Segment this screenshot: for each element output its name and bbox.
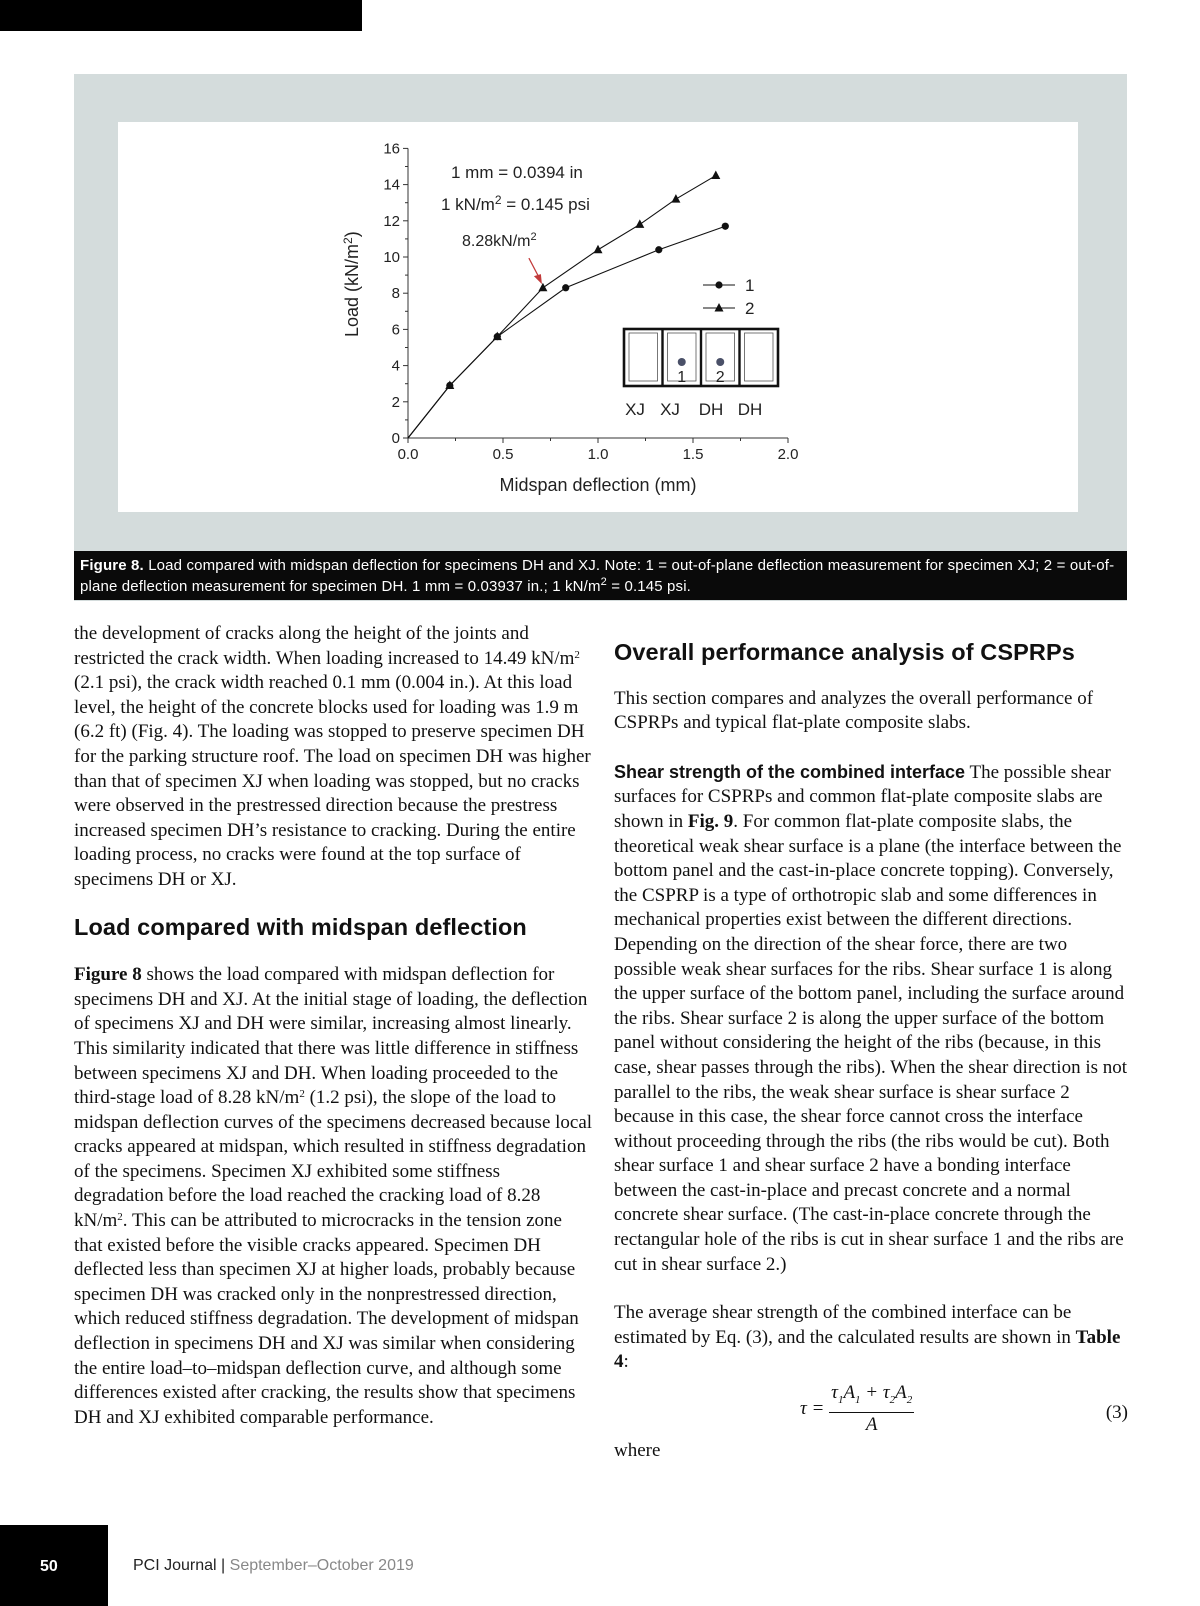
inset-measure-point xyxy=(716,358,724,366)
text-run: The possible shear surfaces for CSPRPs and common flat-plate composite slabs are shown in xyxy=(614,761,1111,832)
crack-arrow-head xyxy=(534,274,542,284)
y-tick-label: 16 xyxy=(383,140,400,158)
caption-text: Load compared with midspan deflection for specimens DH and XJ. Note: 1 = out-of-plane deflection measurement for specimen XJ; 2 = out-of-plane deflection measurement for specimen DH. 1 mm = 0.03937 in.; 1 kN/m xyxy=(80,557,1115,595)
load-deflection-chart xyxy=(118,122,1078,512)
inset-cell-label: XJ xyxy=(660,400,680,419)
left-column xyxy=(74,622,594,1430)
data-point-triangle xyxy=(711,171,720,180)
text-run: . For common flat-plate composite slabs, the theoretical weak shear surface is a plane (the interface between the bottom panel and the cast-in-place concrete topping). Conversely, the CSPRP is a type of orthotropic slab and some differences in mechanical properties exist between the different directions. Depending on the direction of the shear force, there are two possible weak shear surfaces for the ribs. Shear surface 1 is along the upper surface of the bottom panel, including the surface around the ribs. Shear surface 2 is along the upper surface of the bottom panel without considering the height of the ribs (because, in this case, shear passes through the ribs). When the shear direction is not parallel to the ribs, the weak shear surface is shear surface 2 because in this case, the shear force cannot cross the interface without proceeding through the ribs (the ribs would be cut). Both shear surface 1 and shear surface 2 have a bonding interface between the cast-in-place and precast concrete and a normal concrete shear surface. (The cast-in-place concrete through the rectangular hole of the ribs is cut in shear surface 1 and the ribs are cut in shear surface 2.) xyxy=(614,810,1128,1275)
inset-cell-label: DH xyxy=(737,400,763,419)
paragraph xyxy=(74,963,594,1430)
caption-label: Figure 8. xyxy=(80,557,144,574)
text-run: (2.1 psi), the crack width reached 0.1 mm (0.004 in.). At this load level, the height of the concrete blocks used for loading was 1.9 m (6.2 ft) (Fig. 4). The loading was stopped to preserve specimen DH for the parking structure roof. The load on specimen DH was higher than that of specimen XJ when loading was stopped, but no cracks were observed in the prestressed direction because the prestress increased specimen DH’s resistance to cracking. During the entire loading process, no cracks were found at the top surface of specimens DH or XJ. xyxy=(74,672,591,890)
data-point-triangle xyxy=(671,194,680,203)
section-heading-overall-performance: Overall performance analysis of CSPRPs xyxy=(614,639,1075,665)
inset-measure-point xyxy=(678,358,686,366)
superscript: 2 xyxy=(299,1088,305,1101)
data-point-circle xyxy=(562,284,569,291)
caption-tail: = 0.145 psi. xyxy=(606,578,691,595)
figure-reference: Figure 8 xyxy=(74,964,142,986)
equation-number: (3) xyxy=(1105,1402,1128,1424)
data-point-triangle xyxy=(715,303,724,312)
y-tick-label: 2 xyxy=(391,393,400,411)
text-run: : xyxy=(623,1351,629,1373)
footer-separator: | xyxy=(216,1557,230,1574)
inset-cell-label: XJ xyxy=(625,400,645,419)
run-in-heading: Shear strength of the combined interface xyxy=(614,761,966,782)
section-heading-load-deflection: Load compared with midspan deflection xyxy=(74,913,527,940)
figure-plot-area xyxy=(118,122,1078,512)
y-tick-label: 6 xyxy=(391,321,400,339)
text-run: . This can be attributed to microcracks in the tension zone that existed before the visible cracks appeared. Specimen DH deflected less than specimen XJ at higher loads, probably because specimen DH was cracked only in the nonprestressed direction, which reduced stiffness degradation. The development of midspan deflection in specimens DH and XJ was similar when considering the entire load–to–midspan deflection curve, and although some differences existed after cracking, the results show that specimens DH and XJ exhibited comparable performance. xyxy=(74,1210,579,1428)
y-tick-label: 12 xyxy=(383,212,400,230)
data-point-triangle xyxy=(594,245,603,253)
paragraph: This section compares and analyzes the overall performance of CSPRPs and typical flat-plate composite slabs. xyxy=(614,687,1094,734)
x-axis-title: Midspan deflection (mm) xyxy=(499,475,697,495)
right-column xyxy=(614,640,1130,1464)
inset-point-label: 1 xyxy=(677,369,687,386)
paragraph xyxy=(614,1301,1130,1375)
series-line-2 xyxy=(408,176,716,438)
chart-axes xyxy=(341,140,798,495)
paragraph xyxy=(614,760,1130,1277)
table-reference: Table 4 xyxy=(614,1326,1121,1373)
text-run: the development of cracks along the height of the joints and restricted the crack width. When loading increased to 14.49 kN/m xyxy=(74,623,575,669)
data-point-triangle xyxy=(538,283,547,292)
text-run: shows the load compared with midspan deflection for specimens DH and XJ. At the initial stage of loading, the deflection of specimens XJ and DH were similar, increasing almost linearly. This similarity indicated that there was little difference in stiffness between specimens XJ and DH. When loading proceeded to the third-stage load of 8.28 kN/m xyxy=(74,964,588,1109)
y-tick-label: 10 xyxy=(383,249,400,266)
header-black-bar xyxy=(0,0,362,31)
data-point-circle xyxy=(722,223,729,230)
caption-sup: 2 xyxy=(600,576,607,588)
superscript: 2 xyxy=(574,648,580,661)
y-axis-title: Load $(kN/m^2)$ xyxy=(341,231,362,338)
paragraph-where: where xyxy=(614,1440,661,1462)
issue-date: September–October 2019 xyxy=(229,1557,414,1574)
unit-note-kn: 1 $kN/m^2 = 0.145$ psi xyxy=(441,193,590,214)
equation-body xyxy=(800,1381,914,1438)
chart-inset xyxy=(624,329,778,419)
superscript: 2 xyxy=(117,1211,123,1224)
data-point-triangle xyxy=(635,219,644,228)
text-run: (1.2 psi), the slope of the load to midspan deflection curves of the specimens decreased because local cracks appeared at midspan, which resulted in stiffness degradation of the specimens. Specimen XJ exhibited some stiffness degradation before the load reached the cracking load of 8.28 kN/m xyxy=(74,1087,593,1232)
x-tick-label: 1.5 xyxy=(682,446,704,463)
equation-lhs: τ = xyxy=(800,1397,825,1419)
y-tick-label: 14 xyxy=(383,176,400,194)
chart-annotations xyxy=(441,163,754,318)
x-tick-label: 2.0 xyxy=(777,446,799,463)
inset-point-label: 2 xyxy=(715,369,725,386)
x-tick-label: 0.5 xyxy=(492,446,514,463)
inset-cell-label: DH xyxy=(698,400,724,419)
equation-3 xyxy=(614,1381,1130,1439)
equation-denominator: A xyxy=(865,1414,878,1436)
unit-note-mm: 1 mm = 0.0394 in xyxy=(451,163,583,182)
equation-fraction xyxy=(829,1381,914,1438)
x-tick-label: 0.0 xyxy=(397,446,419,463)
paragraph xyxy=(74,622,594,893)
equation-numerator: $\tau_1A_1 + \tau_2A_2$ xyxy=(829,1381,914,1413)
page-number: 50 xyxy=(40,1558,58,1575)
journal-name: PCI Journal xyxy=(133,1557,217,1574)
text-run: The average shear strength of the combined interface can be estimated by Eq. (3), and the calculated results are shown in xyxy=(614,1302,1076,1348)
y-tick-label: 0 xyxy=(391,430,400,447)
crack-load-label: $8.28kN/m^2$ xyxy=(462,231,537,250)
figure-reference: Fig. 9 xyxy=(687,810,734,832)
legend-label-1: 1 xyxy=(745,276,755,295)
legend-label-2: 2 xyxy=(745,299,755,318)
y-tick-label: 4 xyxy=(391,357,400,375)
y-tick-label: 8 xyxy=(391,285,400,303)
x-tick-label: 1.0 xyxy=(587,446,609,463)
data-point-circle xyxy=(655,246,662,253)
figure-caption xyxy=(74,551,1127,600)
footer-journal xyxy=(133,1557,414,1575)
data-point-circle xyxy=(715,281,722,288)
